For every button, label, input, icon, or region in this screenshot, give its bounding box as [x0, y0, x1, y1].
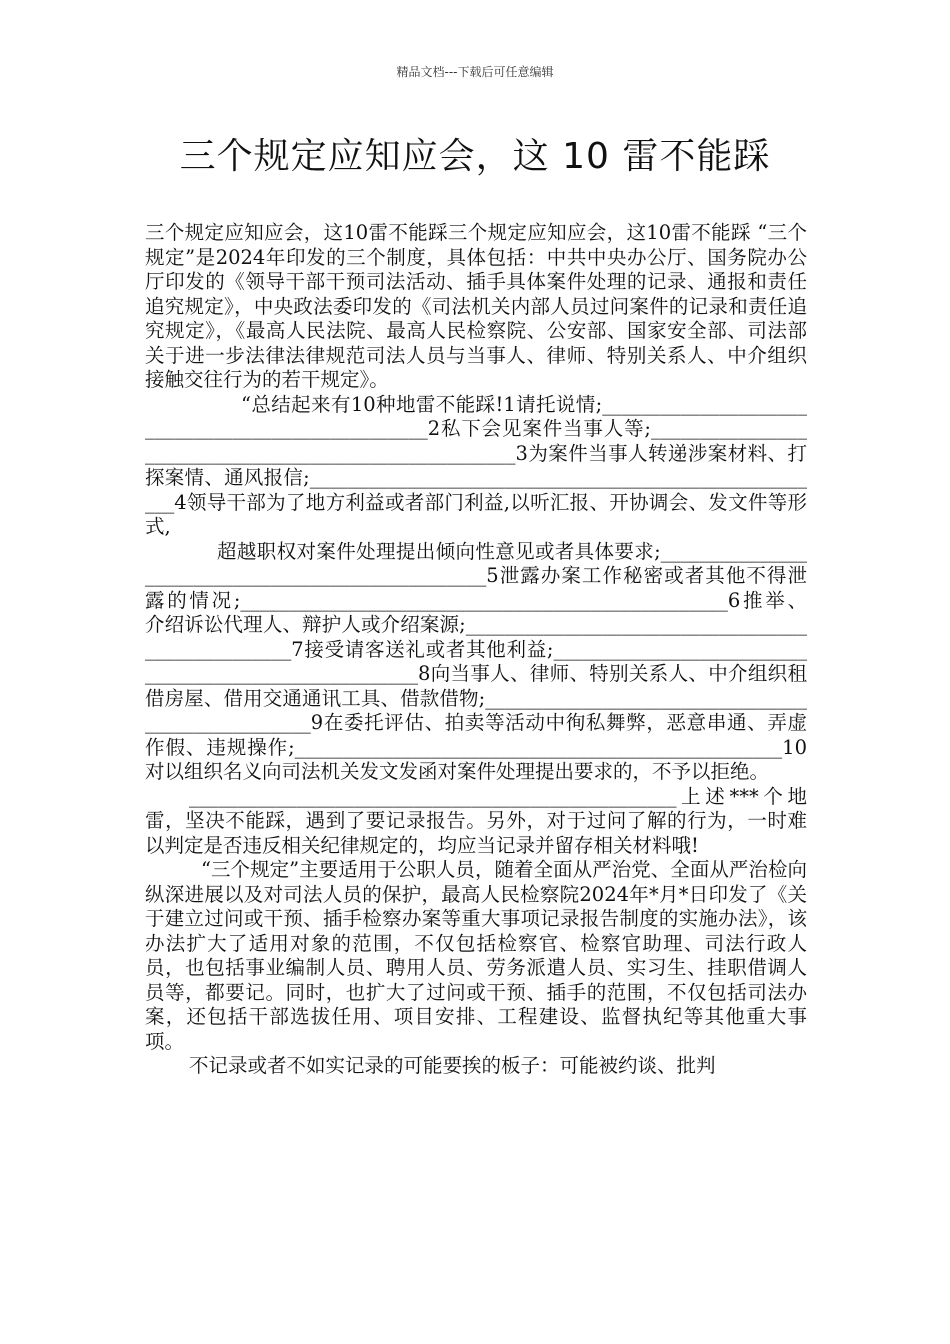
document-title: 三个规定应知应会，这 10 雷不能踩: [179, 136, 771, 177]
paragraph-scope: “三个规定”主要适用于公职人员，随着全面从严治党、全面从严治检向纵深进展以及对司法人员的保护，最高人民检察院2024年*月*日印发了《关于建立过问或干预、插手检察办案等重大事项记录报告制度的实施办法》，该办法扩大了适用对象的范围，不仅包括检察官、检察官助理、司法行政人员，也包括事业编制人员、聘用人员、劳务派遣人员、实习生、挂职借调人员等，都要记。同时，也扩大了过问或干预、插手的范围，不仅包括司法办案，还包括干部选拔任用、项目安排、工程建设、监督执纪等其他重大事项。: [145, 858, 807, 1053]
paragraph-intro: 三个规定应知应会，这10雷不能踩三个规定应知应会，这10雷不能踩 “三个规定”是2024年印发的三个制度，具体包括：中共中央办公厅、国务院办公厅印发的《领导干部干预司法活动、插手具体案件处理的记录、通报和责任追究规定》，中央政法委印发的《司法机关内部人员过问案件的记录和责任追究规定》，《最高人民法院、最高人民检察院、公安部、国家安全部、司法部关于进一步法律法律规范司法人员与当事人、律师、特别关系人、中介组织接触交往行为的若干规定》。: [145, 221, 807, 391]
paragraph-summary: __________________________________________________上述***个地雷，坚决不能踩，遇到了要记录报告。另外，对于过问了解的行为，一时难以判定是否违反相关纪律规定的，均应当记录并留存相关材料哦!: [145, 784, 808, 857]
document-body: [145, 221, 807, 1079]
paragraph-list-continued: 超越职权对案件处理提出倾向性意见或者具体要求;__________________________________________________5泄露办案工作秘密或者其他不得泄露的情况;__________________________________________________6推举、介绍诉讼代理人、辩护人或介绍案源;__________________________________________________7接受请客送礼或者其他利益;______________________________________________________8向当事人、律师、特别关系人、中介组织租借房屋、借用交通通讯工具、借款借物;__________________________________________________9在委托评估、拍卖等活动中徇私舞弊，恶意串通、弄虚作假、违规操作;__________________________________________________10对以组织名义向司法机关发文发函对案件处理提出要求的，不予以拒绝。: [145, 539, 807, 783]
paragraph-list-start: “总结起来有10种地雷不能踩!1请托说情;__________________________________________________2私下会见案件当事人等;______________________________________________________3为案件当事人转递涉案材料、打探案情、通风报信;______________________________________________________4领导干部为了地方利益或者部门利益,以听汇报、开协调会、发文件等形式,: [145, 392, 807, 538]
paragraph-penalty: 不记录或者不如实记录的可能要挨的板子：可能被约谈、批判: [189, 1054, 716, 1077]
page-header: 精品文档---下载后可任意编辑: [396, 65, 554, 79]
